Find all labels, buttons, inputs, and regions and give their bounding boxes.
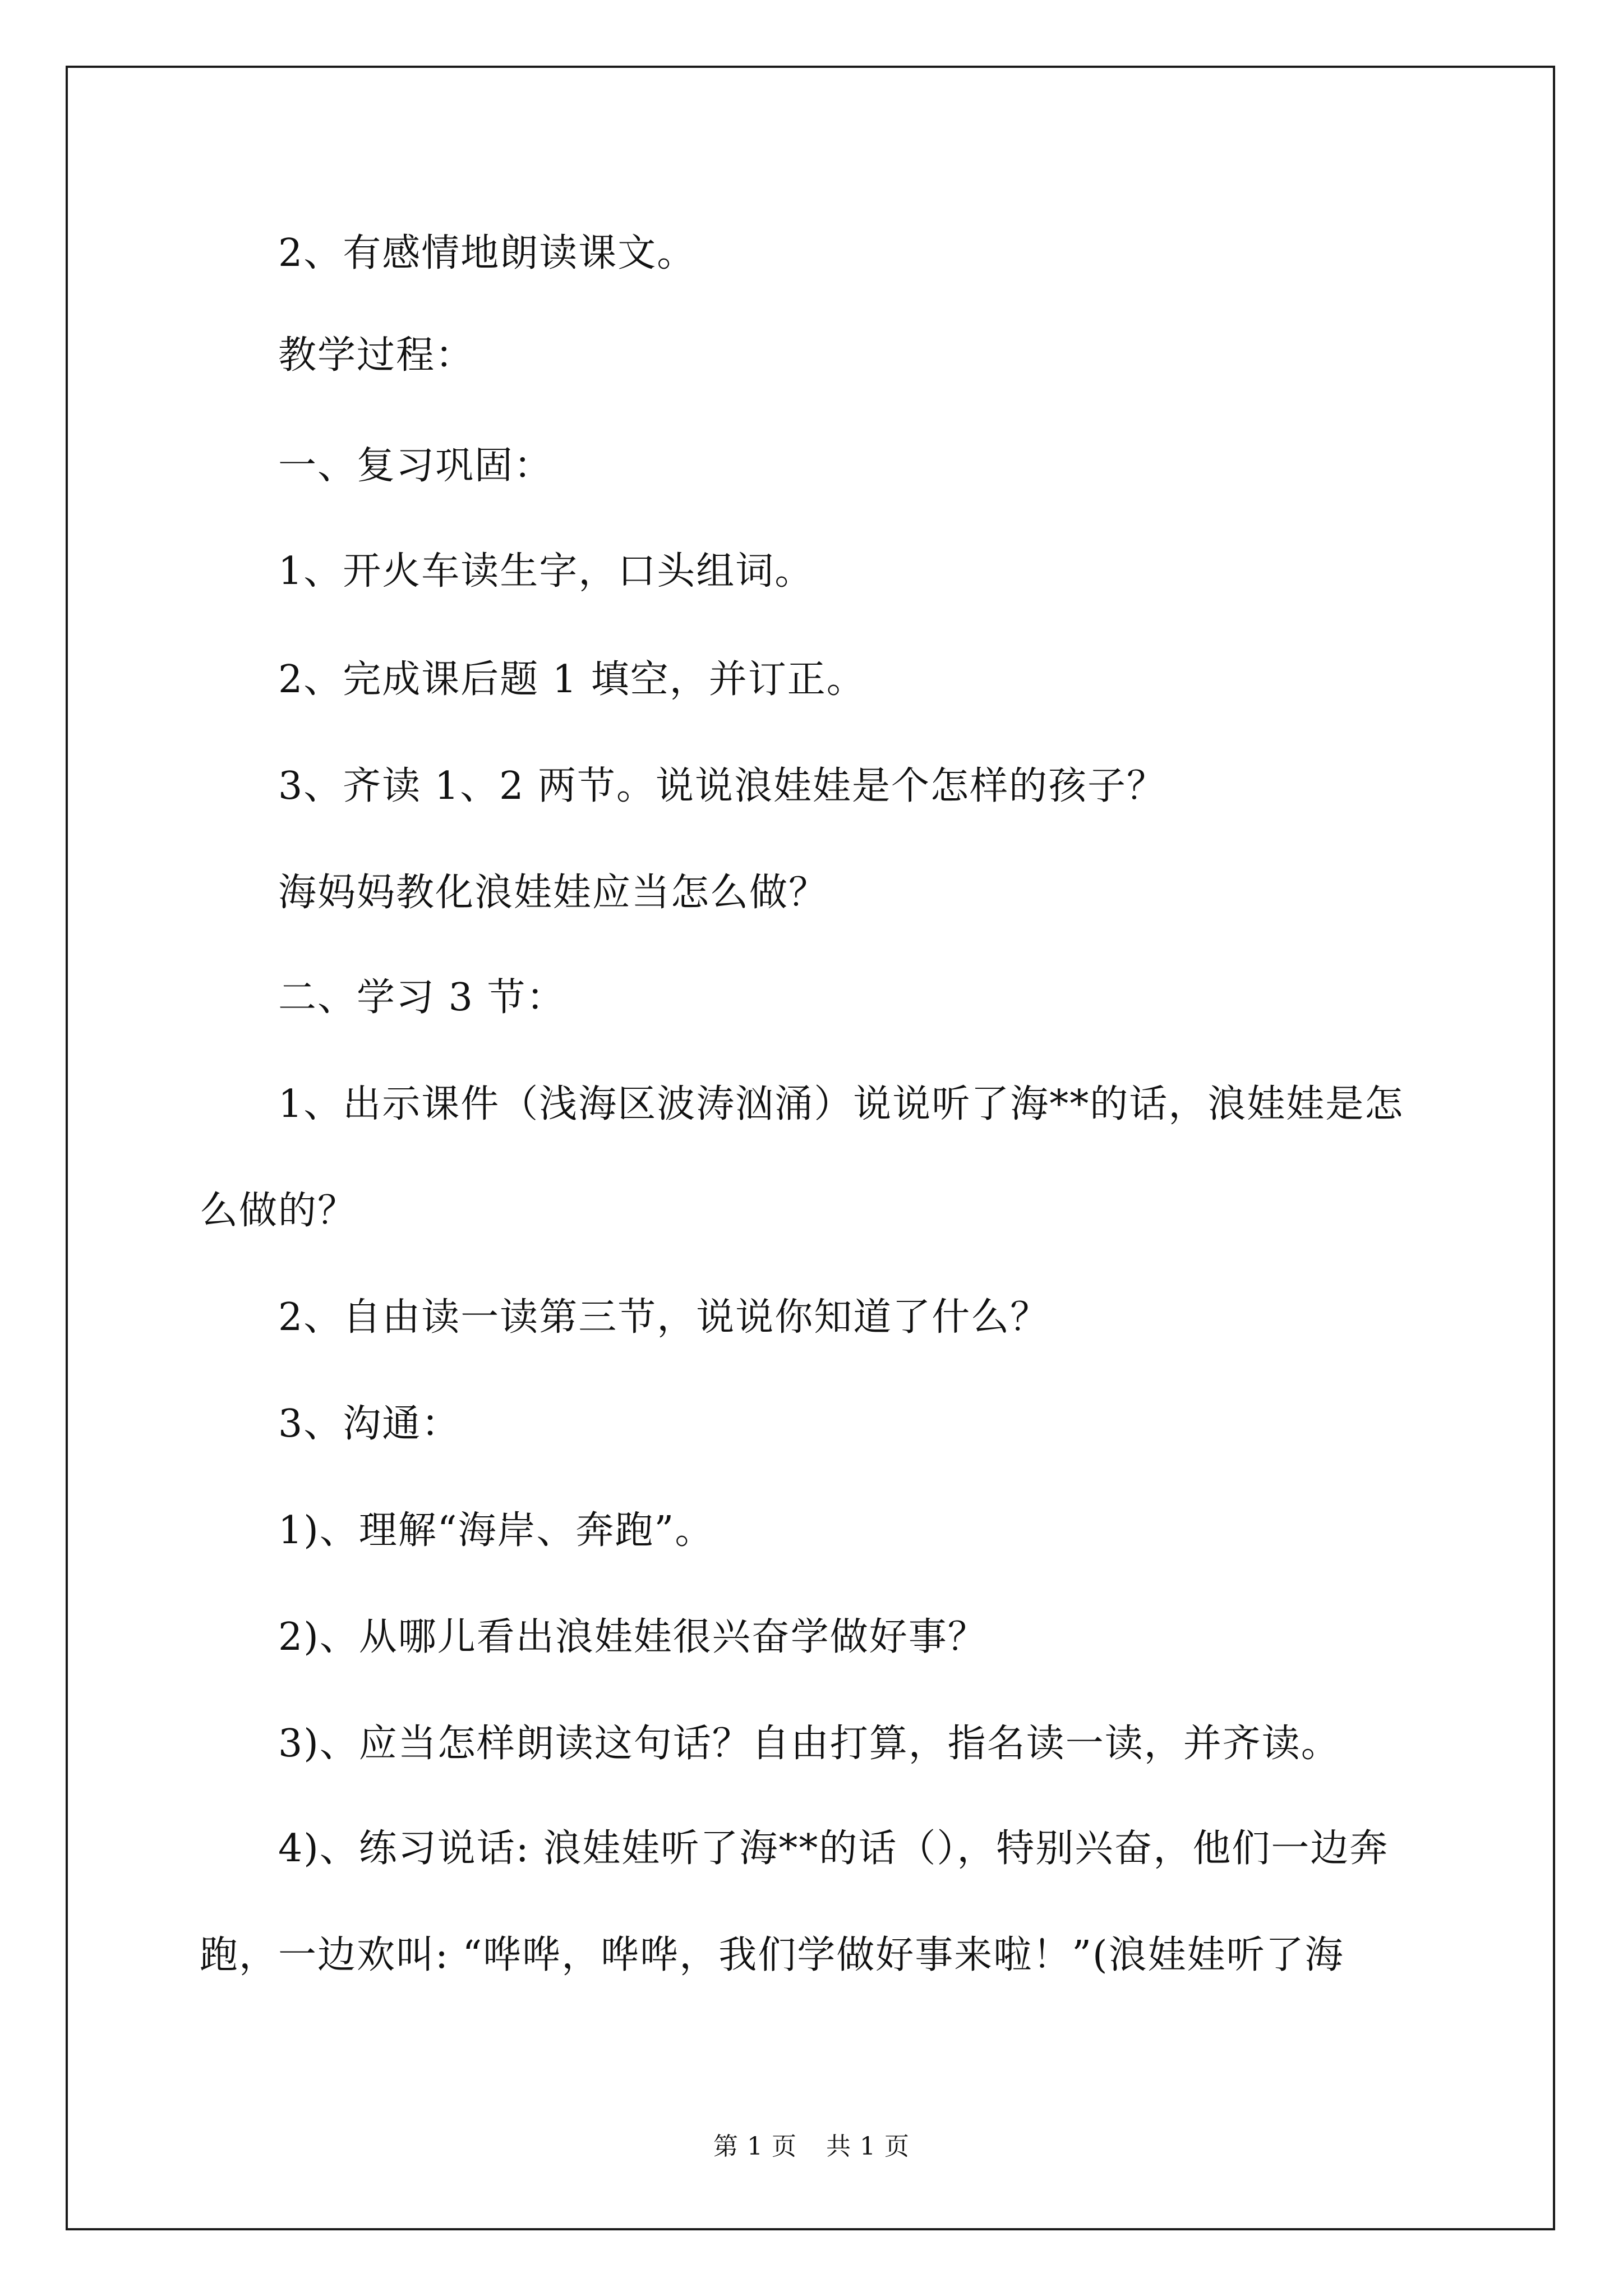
paragraph-review-3: 3、齐读 1、2 两节。说说浪娃娃是个怎样的孩子？ [278,764,1166,808]
paragraph-study-2: 2、自由读一读第三节，说说你知道了什么？ [278,1295,1050,1340]
page-number-total: 共 1 页 [826,2132,910,2161]
paragraph-review-2: 2、完成课后题 1 填空，并订正。 [278,657,866,702]
paragraph-study-1-line-2: 么做的？ [200,1189,357,1233]
paragraph-section-1-heading: 一、复习巩固： [278,444,554,488]
paragraph-teaching-process-heading: 教学过程： [278,333,475,378]
paragraph-study-3: 3、沟通： [278,1402,461,1446]
paragraph-study-1-line-1: 1、出示课件（浅海区波涛汹涌）说说听了海**的话，浪娃娃是怎 [278,1082,1404,1126]
paragraph-sub-4-line-2: 跑，一边欢叫: “哗哗，哗哗，我们学做好事来啦！”(浪娃娃听了海 [200,1933,1344,1977]
paragraph-section-2-heading: 二、学习 3 节： [278,976,566,1020]
paragraph-review-question: 海妈妈教化浪娃娃应当怎么做？ [278,871,828,915]
page-footer [0,2134,1623,2159]
paragraph-goal-2: 2、有感情地朗读课文。 [278,231,697,275]
paragraph-sub-3: 3)、应当怎样朗读这句话？自由打算，指名读一读，并齐读。 [278,1722,1340,1766]
paragraph-sub-2: 2)、从哪儿看出浪娃娃很兴奋学做好事？ [278,1615,987,1659]
page-border [66,66,1555,2230]
paragraph-review-1: 1、开火车读生字，口头组词。 [278,549,814,593]
paragraph-sub-4-line-1: 4)、练习说话: 浪娃娃听了海**的话（），特别兴奋，他们一边奔 [278,1826,1389,1871]
page-number-current: 第 1 页 [713,2132,797,2161]
paragraph-sub-1: 1)、理解“海岸、奔跑”。 [278,1508,714,1553]
